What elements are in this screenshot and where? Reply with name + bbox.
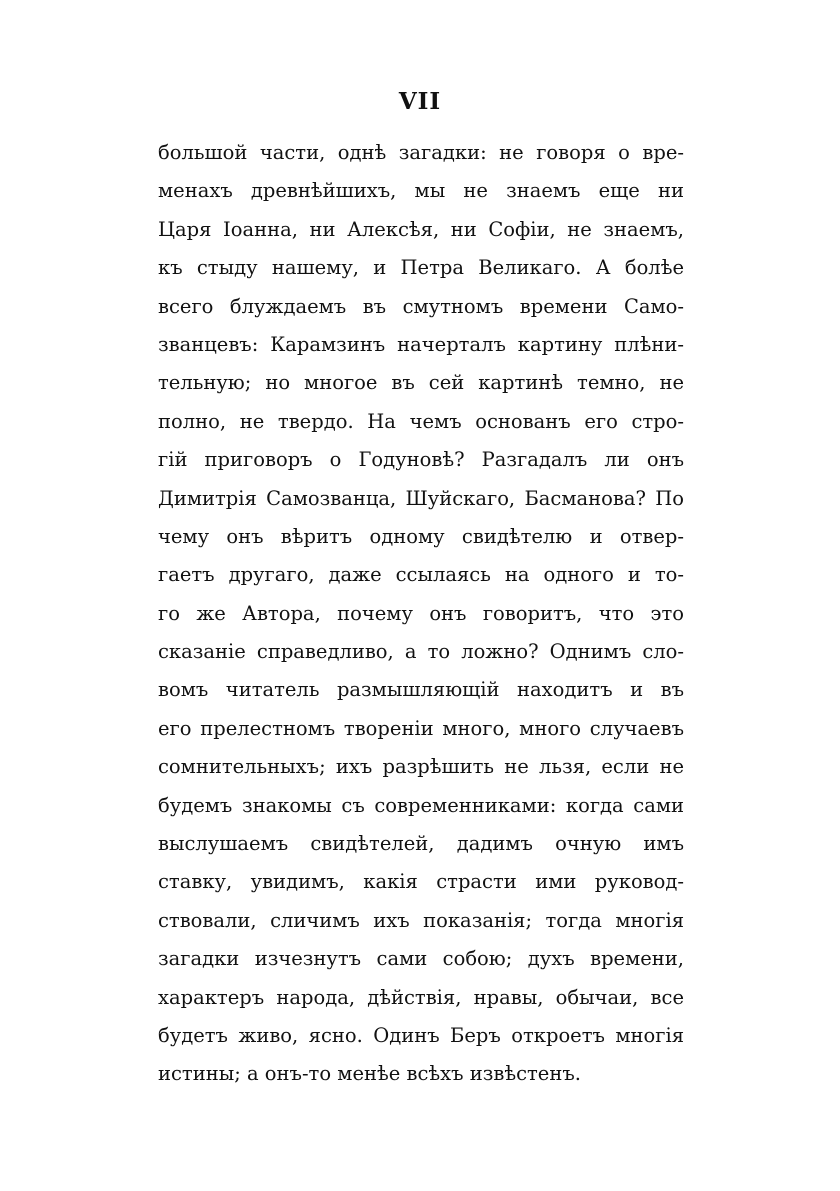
text-line: сомнительныхъ; ихъ разрѣшить не льзя, если не: [158, 755, 684, 779]
text-line: гій приговоръ о Годуновѣ? Разгадалъ ли онъ: [158, 448, 684, 472]
text-line: къ стыду нашему, и Петра Великаго. А болѣе: [158, 256, 684, 280]
text-line: его прелестномъ твореніи много, много случаевъ: [158, 716, 684, 740]
text-line: полно, не твердо. На чемъ основанъ его стро-: [158, 409, 684, 433]
text-line: гаетъ другаго, даже ссылаясь на одного и то-: [158, 563, 684, 587]
text-line: менахъ древнѣйшихъ, мы не знаемъ еще ни: [158, 179, 684, 203]
text-line: большой части, однѣ загадки: не говоря о вре-: [158, 141, 684, 164]
text-line: сказаніе справедливо, а то ложно? Однимъ сло-: [158, 640, 684, 664]
text-line: всего блуждаемъ въ смутномъ времени Само-: [158, 294, 684, 318]
text-line: характеръ народа, дѣйствія, нравы, обычаи, все: [158, 985, 684, 1009]
text-line: Димитрія Самозванца, Шуйскаго, Басманова? По: [158, 486, 684, 510]
text-line: вомъ читатель размышляющій находитъ и въ: [158, 678, 684, 702]
text-line: будемъ знакомы съ современниками: когда сами: [158, 793, 684, 817]
text-line: званцевъ: Карамзинъ начерталъ картину плѣни-: [158, 332, 684, 356]
text-line: го же Автора, почему онъ говоритъ, что это: [158, 601, 684, 625]
text-line: будетъ живо, ясно. Одинъ Беръ откроетъ многія: [158, 1023, 684, 1047]
text-line: ствовали, сличимъ ихъ показанія; тогда многія: [158, 908, 684, 932]
text-line: чему онъ вѣритъ одному свидѣтелю и отвер-: [158, 524, 684, 548]
page-number: VII: [398, 88, 442, 115]
body-text: [158, 134, 684, 1094]
text-line: ставку, увидимъ, какія страсти ими руковод-: [158, 870, 684, 894]
text-line: выслушаемъ свидѣтелей, дадимъ очную имъ: [158, 832, 684, 856]
text-line-last: истины; а онъ-то менѣе всѣхъ извѣстенъ.: [158, 1062, 581, 1086]
text-line: Царя Іоанна, ни Алексѣя, ни Софіи, не знаемъ,: [158, 217, 684, 241]
text-line: тельную; но многое въ сей картинѣ темно, не: [158, 371, 684, 395]
text-line: загадки изчезнутъ сами собою; духъ времени,: [158, 947, 684, 971]
